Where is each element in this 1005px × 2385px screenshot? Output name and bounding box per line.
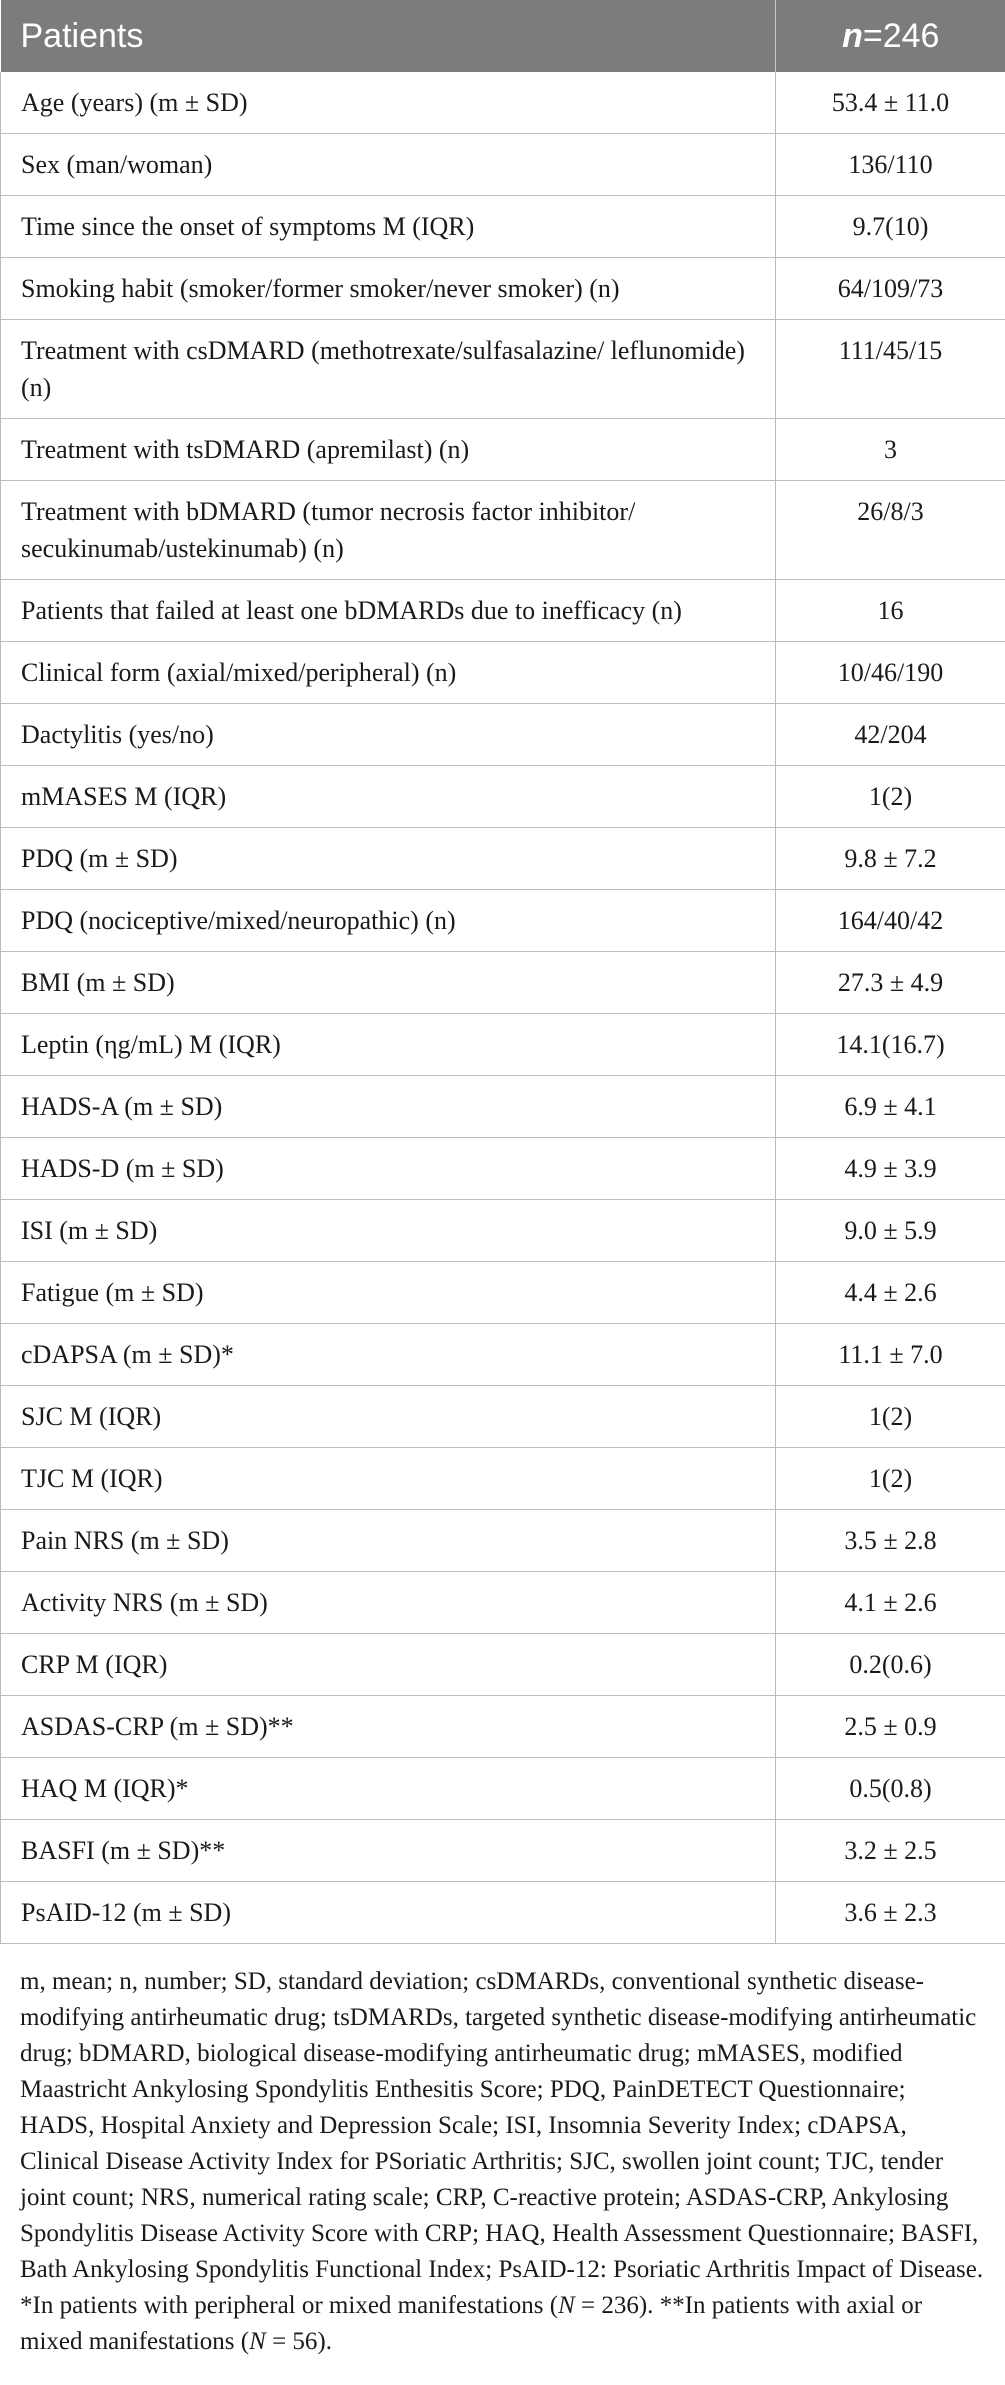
row-label: SJC M (IQR) bbox=[1, 1386, 776, 1448]
table-row bbox=[1, 419, 1005, 481]
row-value: 1(2) bbox=[776, 766, 1005, 828]
footnote-main: m, mean; n, number; SD, standard deviation; csDMARDs, conventional synthetic disease-modifying antirheumatic drug; tsDMARDs, targeted synthetic disease-modifying antirheumatic drug; bDMARD, biological disease-modifying antirheumatic drug; mMASES, modified Maastricht Ankylosing Spondylitis Enthesitis Score; PDQ, PainDETECT Questionnaire; HADS, Hospital Anxiety and Depression Scale; ISI, Insomnia Severity Index; cDAPSA, Clinical Disease Activity Index for PSoriatic Arthritis; SJC, swollen joint count; TJC, tender joint count; NRS, numerical rating scale; CRP, C-reactive protein; ASDAS-CRP, Ankylosing Spondylitis Disease Activity Score with CRP; HAQ, Health Assessment Questionnaire; BASFI, Bath Ankylosing Spondylitis Functional Index; PsAID-12: Psoriatic Arthritis Impact of Disease. *In patients with peripheral or mixed manifestations ( bbox=[20, 1968, 984, 2319]
row-label: BMI (m ± SD) bbox=[1, 952, 776, 1014]
row-value: 4.4 ± 2.6 bbox=[776, 1262, 1005, 1324]
row-label: Age (years) (m ± SD) bbox=[1, 72, 776, 134]
row-label: PsAID-12 (m ± SD) bbox=[1, 1882, 776, 1944]
table-body bbox=[1, 72, 1005, 1944]
table-row bbox=[1, 1634, 1005, 1696]
row-value: 10/46/190 bbox=[776, 642, 1005, 704]
header-n bbox=[776, 0, 1005, 72]
table-row bbox=[1, 766, 1005, 828]
row-value: 136/110 bbox=[776, 134, 1005, 196]
row-value: 9.7(10) bbox=[776, 196, 1005, 258]
row-value: 1(2) bbox=[776, 1448, 1005, 1510]
header-n-value: =246 bbox=[862, 16, 940, 55]
footnote-second: **In patients with axial or mixed manifestations ( bbox=[20, 2292, 923, 2355]
table-row bbox=[1, 642, 1005, 704]
table-footnote bbox=[0, 1944, 1005, 2360]
row-value: 11.1 ± 7.0 bbox=[776, 1324, 1005, 1386]
table-row bbox=[1, 1386, 1005, 1448]
table-row bbox=[1, 828, 1005, 890]
row-value: 42/204 bbox=[776, 704, 1005, 766]
table-row bbox=[1, 890, 1005, 952]
row-value: 3.6 ± 2.3 bbox=[776, 1882, 1005, 1944]
table-row bbox=[1, 320, 1005, 419]
row-label: Smoking habit (smoker/former smoker/never smoker) (n) bbox=[1, 258, 776, 320]
row-value: 53.4 ± 11.0 bbox=[776, 72, 1005, 134]
row-label: BASFI (m ± SD)** bbox=[1, 1820, 776, 1882]
table-row bbox=[1, 1324, 1005, 1386]
row-label: PDQ (m ± SD) bbox=[1, 828, 776, 890]
header-n-letter: n bbox=[842, 16, 863, 55]
row-label: Sex (man/woman) bbox=[1, 134, 776, 196]
header-patients: Patients bbox=[1, 0, 776, 72]
row-label: Time since the onset of symptoms M (IQR) bbox=[1, 196, 776, 258]
row-label: Treatment with csDMARD (methotrexate/sulfasalazine/ leflunomide) (n) bbox=[1, 320, 776, 419]
table-row bbox=[1, 1820, 1005, 1882]
row-value: 0.2(0.6) bbox=[776, 1634, 1005, 1696]
row-label: cDAPSA (m ± SD)* bbox=[1, 1324, 776, 1386]
row-label: Fatigue (m ± SD) bbox=[1, 1262, 776, 1324]
row-label: Clinical form (axial/mixed/peripheral) (n) bbox=[1, 642, 776, 704]
row-label: HADS-D (m ± SD) bbox=[1, 1138, 776, 1200]
row-value: 14.1(16.7) bbox=[776, 1014, 1005, 1076]
footnote-n2-letter: N bbox=[249, 2328, 266, 2355]
table-row bbox=[1, 1448, 1005, 1510]
row-label: Treatment with tsDMARD (apremilast) (n) bbox=[1, 419, 776, 481]
row-value: 4.9 ± 3.9 bbox=[776, 1138, 1005, 1200]
row-value: 16 bbox=[776, 580, 1005, 642]
table-row bbox=[1, 481, 1005, 580]
row-label: Leptin (ηg/mL) M (IQR) bbox=[1, 1014, 776, 1076]
footnote-n1-letter: N bbox=[558, 2292, 575, 2319]
table-row bbox=[1, 1510, 1005, 1572]
footnote-n2-value: = 56). bbox=[265, 2328, 332, 2355]
table-row bbox=[1, 1076, 1005, 1138]
row-value: 6.9 ± 4.1 bbox=[776, 1076, 1005, 1138]
row-label: Activity NRS (m ± SD) bbox=[1, 1572, 776, 1634]
table-row bbox=[1, 704, 1005, 766]
row-label: CRP M (IQR) bbox=[1, 1634, 776, 1696]
table-row bbox=[1, 1138, 1005, 1200]
row-label: Treatment with bDMARD (tumor necrosis factor inhibitor/ secukinumab/ustekinumab) (n) bbox=[1, 481, 776, 580]
table-row bbox=[1, 1262, 1005, 1324]
table-header-row bbox=[1, 0, 1005, 72]
table-row bbox=[1, 1572, 1005, 1634]
row-label: ISI (m ± SD) bbox=[1, 1200, 776, 1262]
row-value: 164/40/42 bbox=[776, 890, 1005, 952]
row-value: 3.5 ± 2.8 bbox=[776, 1510, 1005, 1572]
row-value: 0.5(0.8) bbox=[776, 1758, 1005, 1820]
row-label: TJC M (IQR) bbox=[1, 1448, 776, 1510]
row-value: 3.2 ± 2.5 bbox=[776, 1820, 1005, 1882]
row-label: PDQ (nociceptive/mixed/neuropathic) (n) bbox=[1, 890, 776, 952]
table-row bbox=[1, 258, 1005, 320]
table-row bbox=[1, 1014, 1005, 1076]
row-label: Dactylitis (yes/no) bbox=[1, 704, 776, 766]
row-label: HAQ M (IQR)* bbox=[1, 1758, 776, 1820]
table-row bbox=[1, 1758, 1005, 1820]
table-row bbox=[1, 580, 1005, 642]
row-value: 9.8 ± 7.2 bbox=[776, 828, 1005, 890]
table-row bbox=[1, 1200, 1005, 1262]
table-row bbox=[1, 1696, 1005, 1758]
row-label: mMASES M (IQR) bbox=[1, 766, 776, 828]
row-label: Patients that failed at least one bDMARDs due to inefficacy (n) bbox=[1, 580, 776, 642]
row-label: HADS-A (m ± SD) bbox=[1, 1076, 776, 1138]
row-label: ASDAS-CRP (m ± SD)** bbox=[1, 1696, 776, 1758]
row-value: 2.5 ± 0.9 bbox=[776, 1696, 1005, 1758]
row-value: 26/8/3 bbox=[776, 481, 1005, 580]
row-value: 111/45/15 bbox=[776, 320, 1005, 419]
row-value: 4.1 ± 2.6 bbox=[776, 1572, 1005, 1634]
row-value: 9.0 ± 5.9 bbox=[776, 1200, 1005, 1262]
table-row bbox=[1, 134, 1005, 196]
table-row bbox=[1, 72, 1005, 134]
row-value: 64/109/73 bbox=[776, 258, 1005, 320]
row-value: 3 bbox=[776, 419, 1005, 481]
table-row bbox=[1, 196, 1005, 258]
table-row bbox=[1, 952, 1005, 1014]
footnote-n1-value: = 236). bbox=[574, 2292, 654, 2319]
table-row bbox=[1, 1882, 1005, 1944]
row-label: Pain NRS (m ± SD) bbox=[1, 1510, 776, 1572]
row-value: 27.3 ± 4.9 bbox=[776, 952, 1005, 1014]
row-value: 1(2) bbox=[776, 1386, 1005, 1448]
